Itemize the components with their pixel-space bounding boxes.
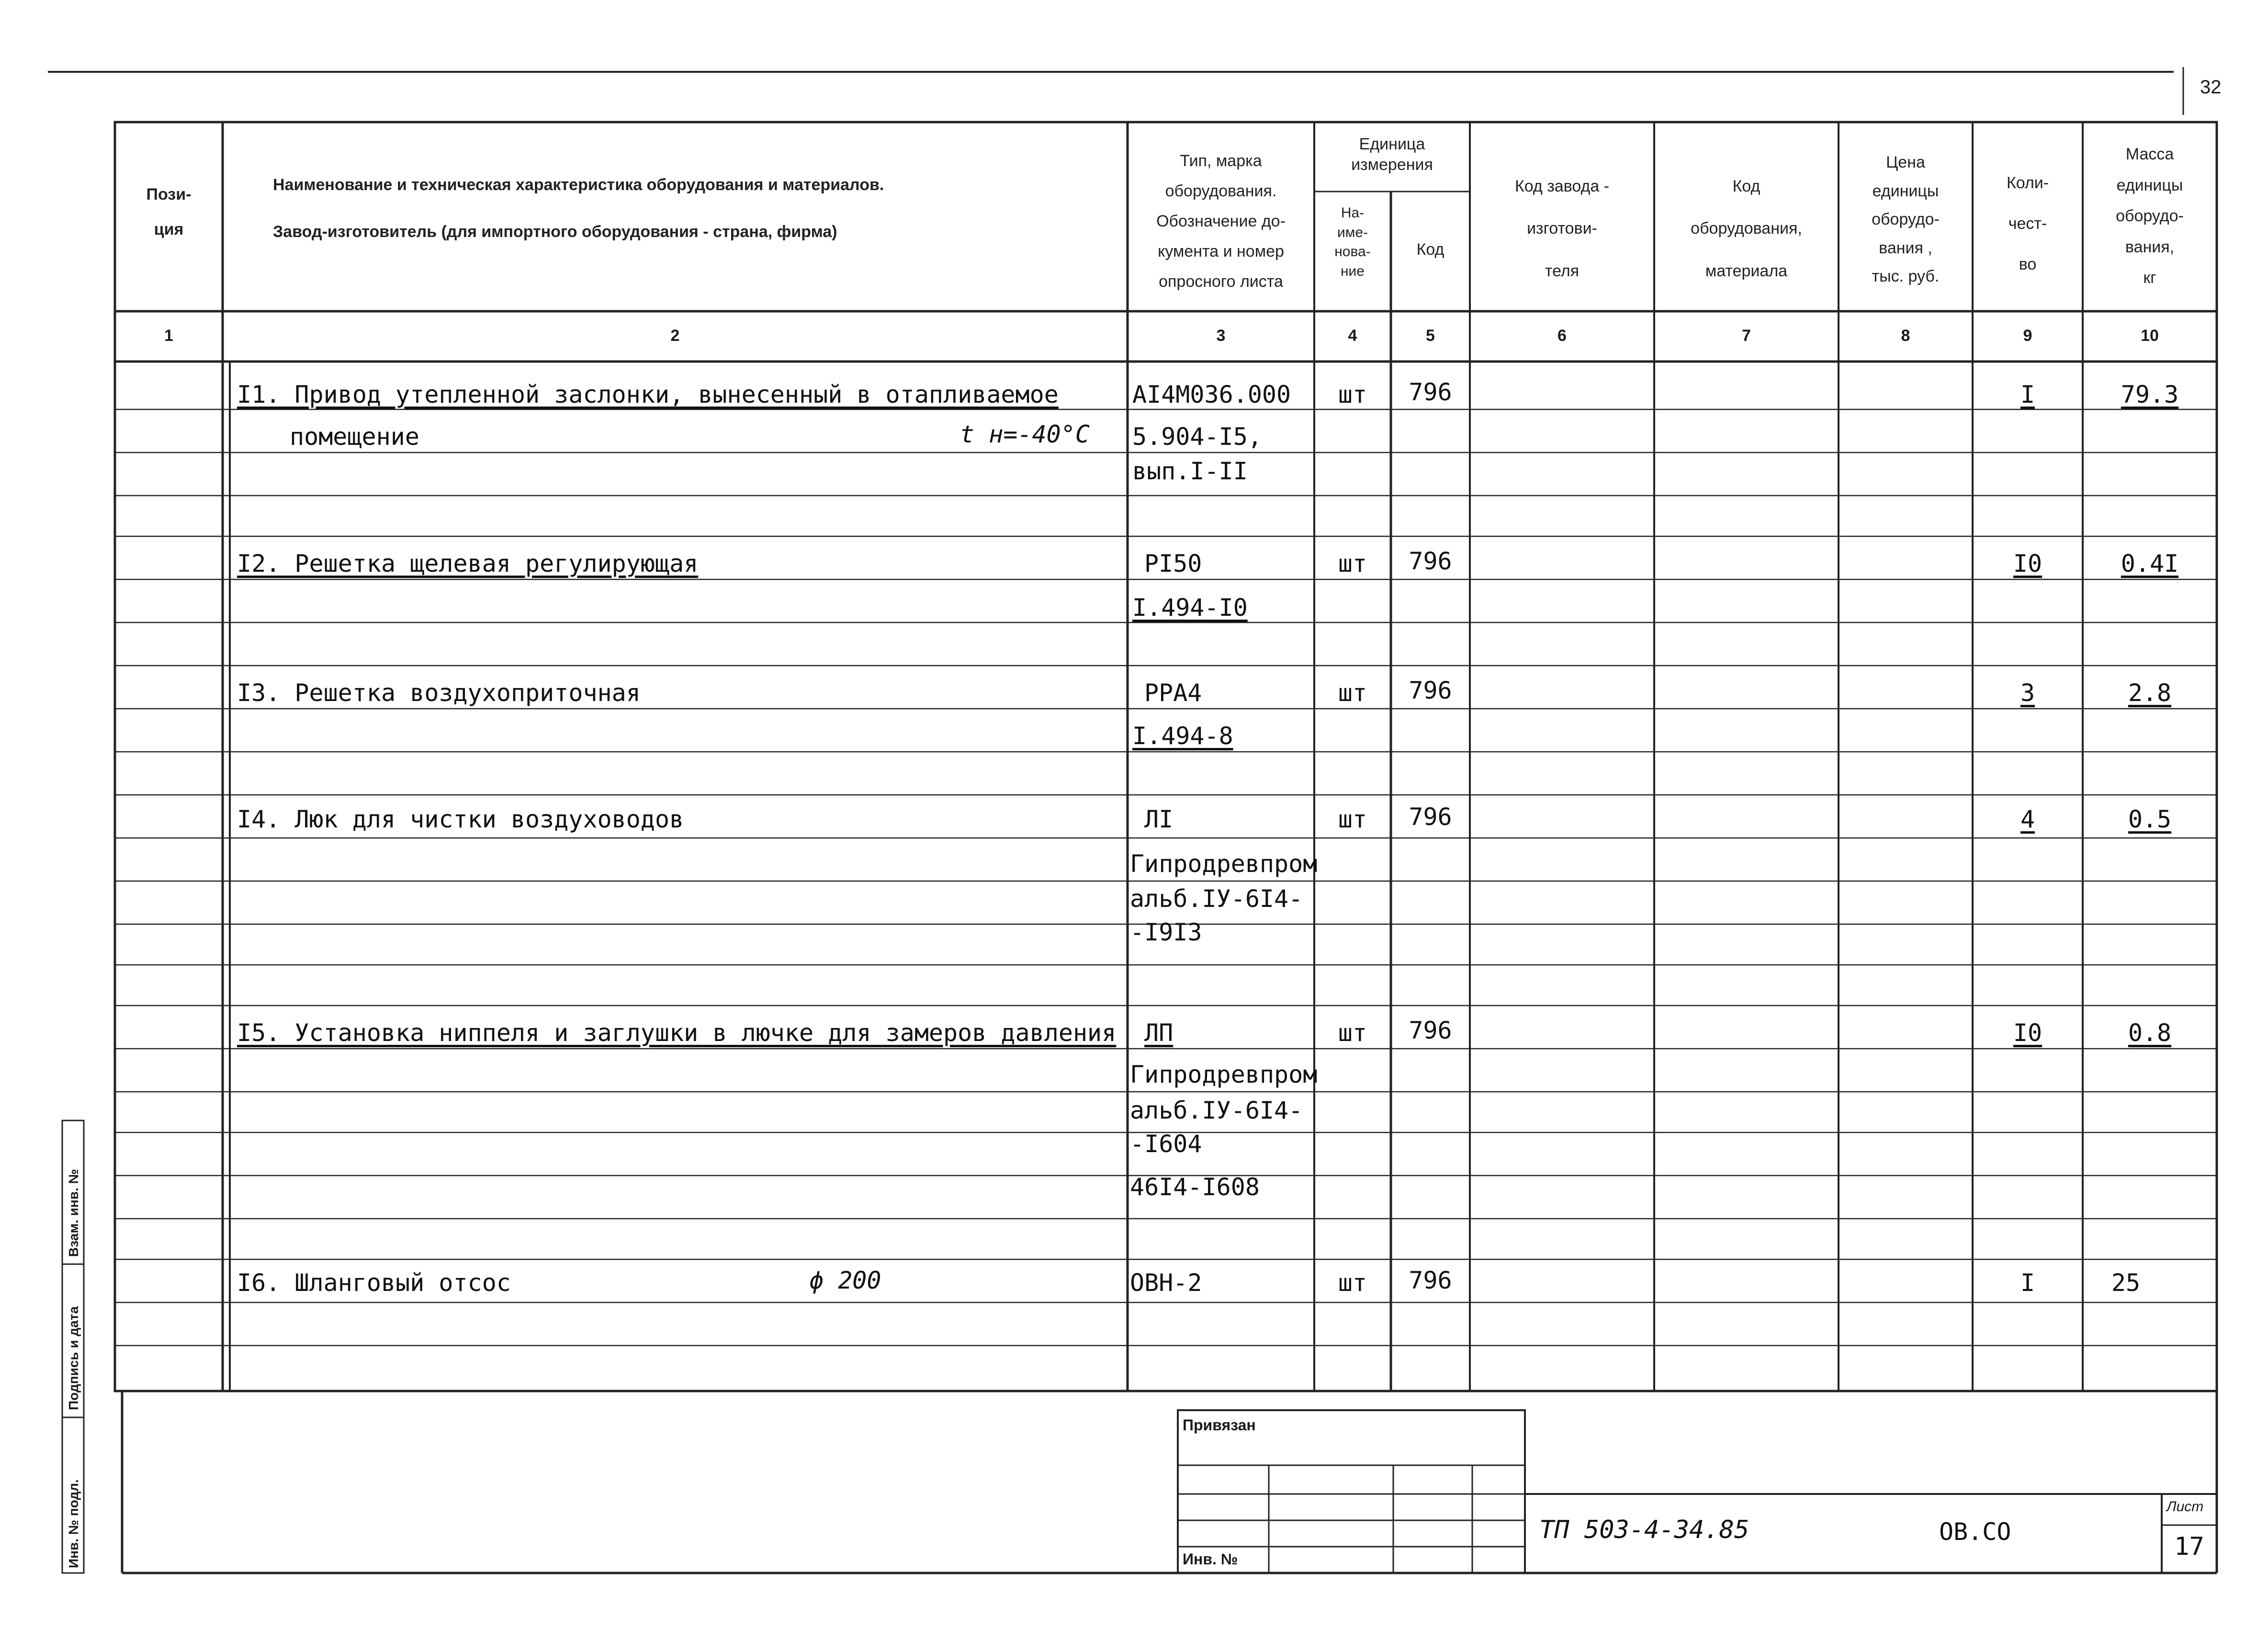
sheet-label: Лист <box>2166 1499 2204 1515</box>
header-col1: Пози- ция <box>146 185 192 238</box>
item5-type-2: Гипродревпром <box>1130 1061 1318 1088</box>
item5-qty: I0 <box>2013 1019 2042 1047</box>
item6-qty: I <box>2020 1269 2035 1297</box>
colnum-4: 4 <box>1348 327 1357 345</box>
item4-type-2: Гипродревпром <box>1130 850 1318 878</box>
item3-type-1: PPA4 <box>1144 679 1202 707</box>
item1-mass: 79.3 <box>2121 381 2179 408</box>
item3-mass: 2.8 <box>2128 679 2172 707</box>
item5-mass: 0.8 <box>2128 1019 2172 1047</box>
header-col9: Коли- чест- во <box>2006 174 2049 273</box>
item4-type-4: -I9I3 <box>1130 918 1202 946</box>
item3-unit: шт <box>1338 679 1367 707</box>
item1-code: 796 <box>1409 378 1452 406</box>
item2-type-1: PI50 <box>1144 550 1202 577</box>
sidebar-vzam-inv: Взам. инв. № <box>66 1169 81 1257</box>
item3-type-2: I.494-8 <box>1132 722 1233 750</box>
colnum-1: 1 <box>164 327 173 345</box>
item2-name: I2. Решетка щелевая регулирующая <box>237 550 699 577</box>
item3-code: 796 <box>1409 677 1452 704</box>
doc-suffix: ОВ.СО <box>1939 1518 2011 1546</box>
item4-unit: шт <box>1338 805 1367 833</box>
stamp-inv-no: Инв. № <box>1183 1550 1238 1568</box>
item4-type-3: альб.IУ-6I4- <box>1130 885 1303 913</box>
item1-qty: I <box>2020 381 2035 408</box>
item5-type-1: ЛП <box>1144 1019 1173 1047</box>
item5-type-5: 46I4-I608 <box>1130 1173 1260 1201</box>
item1-name-line1: I1. Привод утепленной заслонки, вынесенный в отапливаемое <box>237 381 1059 408</box>
sidebar-podpis-data: Подпись и дата <box>66 1306 81 1410</box>
colnum-3: 3 <box>1216 327 1226 345</box>
page-corner-number: 32 <box>2200 77 2222 98</box>
sidebar-inv-podl: Инв. № подл. <box>66 1479 81 1568</box>
colnum-6: 6 <box>1557 327 1567 345</box>
item6-unit: шт <box>1338 1269 1367 1297</box>
item1-unit: шт <box>1338 381 1367 408</box>
colnum-7: 7 <box>1742 327 1751 345</box>
colnum-9: 9 <box>2023 327 2032 345</box>
item2-qty: I0 <box>2013 550 2042 577</box>
sheet-number: 17 <box>2174 1532 2204 1561</box>
item4-type-1: ЛI <box>1144 805 1173 833</box>
header-col4: На- име- нова- ние <box>1334 205 1371 279</box>
item2-unit: шт <box>1338 550 1367 577</box>
header-col7: Код оборудования, материала <box>1691 177 1802 280</box>
item2-mass: 0.4I <box>2121 550 2179 577</box>
item5-unit: шт <box>1338 1019 1367 1047</box>
item1-type-2: 5.904-I5, <box>1132 423 1262 451</box>
header-col10: Масса единицы оборудо- вания, кг <box>2116 145 2184 287</box>
header-col2: Наименование и техническая характеристика оборудования и материалов. Завод-изготовитель (для импортного оборудования - страна, фирма) <box>273 176 884 241</box>
colnum-8: 8 <box>1901 327 1910 345</box>
item6-code: 796 <box>1409 1267 1452 1294</box>
item6-diameter: ϕ 200 <box>809 1267 881 1294</box>
item6-name: I6. Шланговый отсос <box>237 1269 511 1297</box>
item4-mass: 0.5 <box>2128 805 2172 833</box>
item3-name: I3. Решетка воздухоприточная <box>237 679 641 707</box>
item5-code: 796 <box>1409 1017 1452 1044</box>
colnum-10: 10 <box>2141 327 2159 345</box>
item4-qty: 4 <box>2020 805 2035 833</box>
doc-code: ТП 503-4-34.85 <box>1539 1516 1749 1544</box>
item5-type-4: -I604 <box>1130 1130 1202 1158</box>
item2-code: 796 <box>1409 547 1452 575</box>
item2-type-2: I.494-I0 <box>1132 594 1248 622</box>
item1-temperature: t н=-40°С <box>960 420 1090 448</box>
header-unit-group: Единица измерения <box>1351 135 1433 174</box>
header-col8: Цена единицы оборудо- вания , тыс. руб. <box>1872 153 1940 285</box>
item5-name: I5. Установка ниппеля и заглушки в лючке для замеров давления <box>237 1019 1117 1047</box>
item1-type-1: AI4M036.000 <box>1132 381 1291 408</box>
item6-mass: 25 <box>2111 1269 2141 1297</box>
item6-type-1: ОВН-2 <box>1130 1269 1202 1297</box>
item3-qty: 3 <box>2020 679 2035 707</box>
item4-code: 796 <box>1409 803 1452 831</box>
item5-type-3: альб.IУ-6I4- <box>1130 1097 1303 1124</box>
item4-name: I4. Люк для чистки воздуховодов <box>237 805 684 833</box>
item1-type-3: вып.I-II <box>1132 457 1248 485</box>
colnum-2: 2 <box>670 327 680 345</box>
colnum-5: 5 <box>1426 327 1435 345</box>
item1-name-line2: помещение <box>290 423 419 451</box>
stamp-privyazan: Привязан <box>1183 1416 1256 1434</box>
header-col3: Тип, марка оборудования. Обозначение до- кумента и номер опросного листа <box>1156 152 1286 291</box>
header-col6: Код завода - изготови- теля <box>1514 177 1610 280</box>
header-col5: Код <box>1416 240 1444 259</box>
